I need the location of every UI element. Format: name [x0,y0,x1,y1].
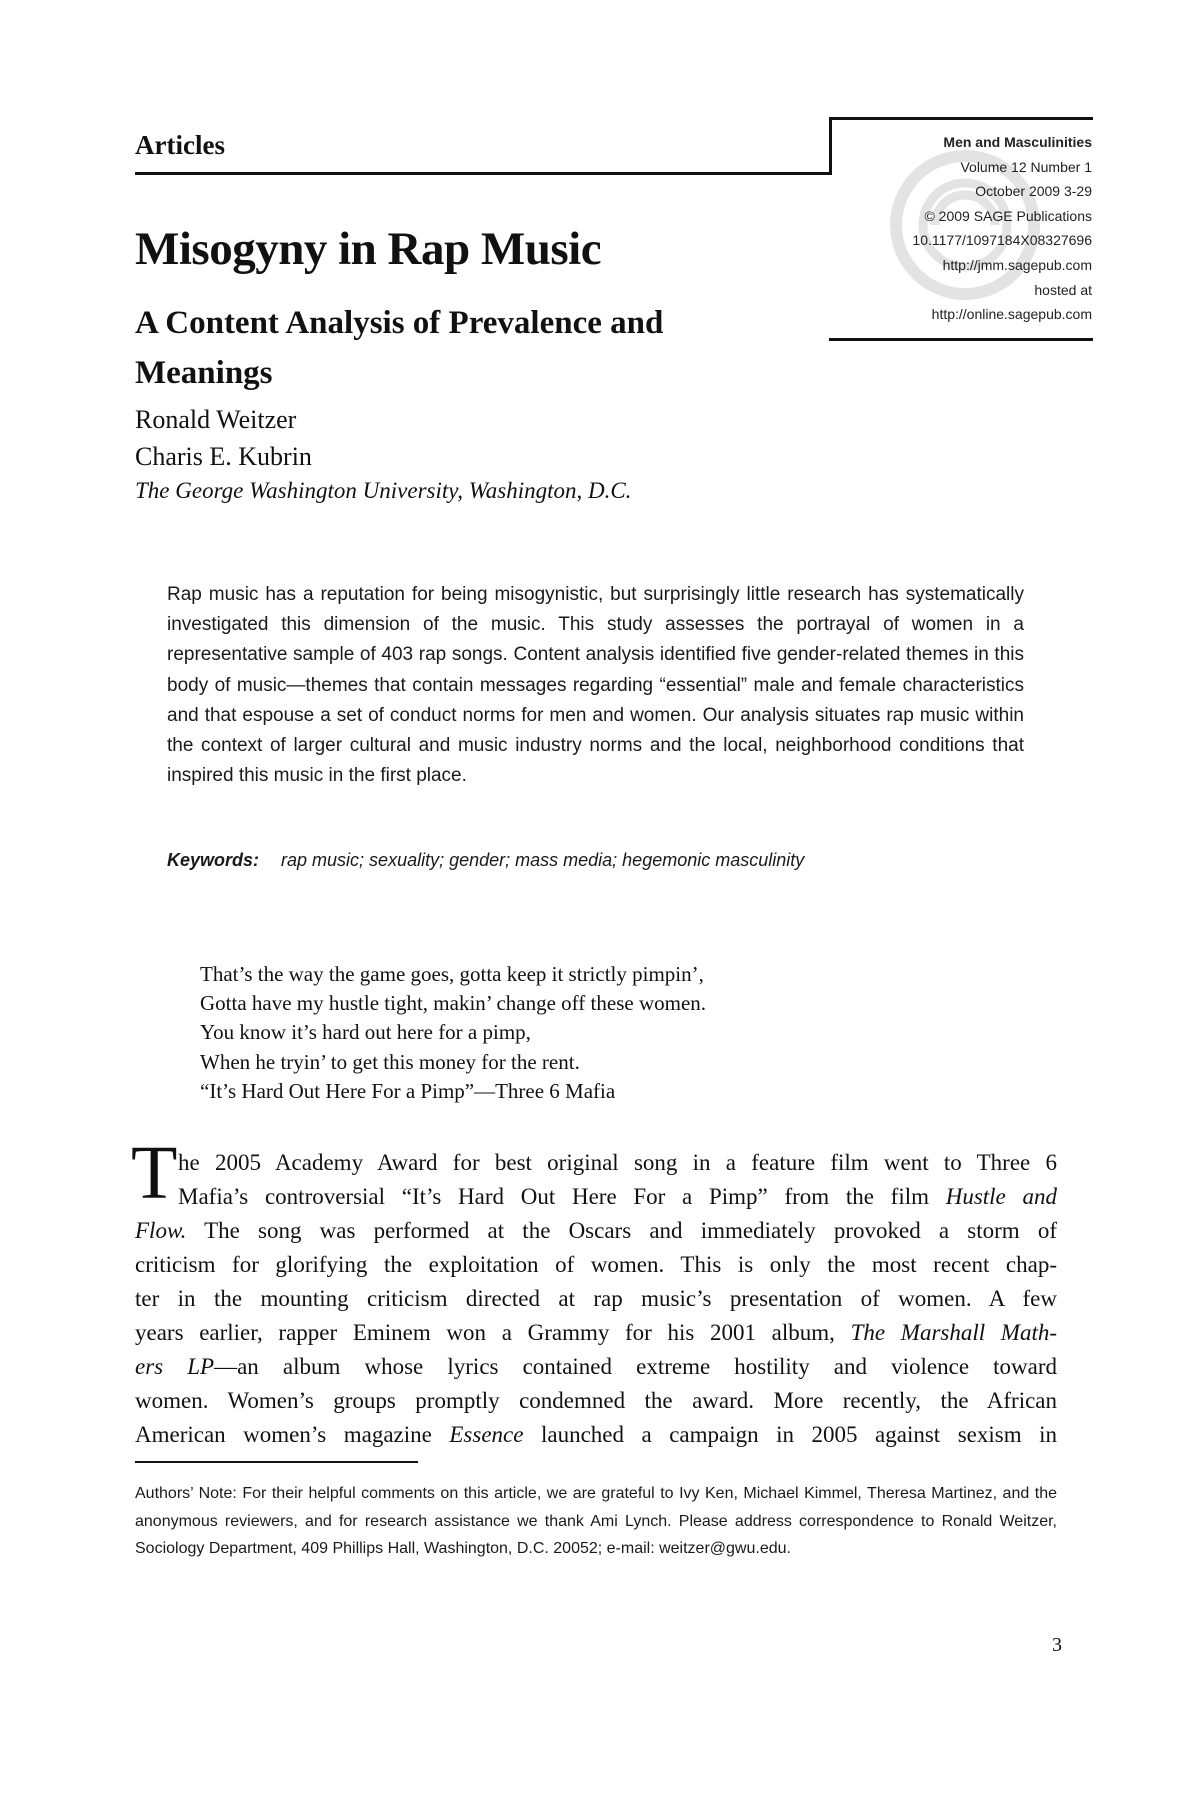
body-text: launched a campaign in 2005 against sexism in [523,1422,1057,1447]
section-label: Articles [135,130,225,160]
section-rule [135,172,832,175]
article-subtitle: A Content Analysis of Prevalence and Meanings [135,305,664,391]
journal-online-url[interactable]: http://online.sagepub.com [931,306,1092,323]
abstract: Rap music has a reputation for being misogynistic, but surprisingly little research has systematically investigated this dimension of the music. This study assesses the portrayal of women in a representative sample of 403 rap songs. Content analysis identified five gender-related themes in this body of music—themes that contain messages regarding “essential” male and female characteristics and that espouse a set of conduct norms for men and women. Our analysis situates rap music within the context of larger cultural and music industry norms and the local, neighborhood conditions that inspired this music in the first place. [167,584,1024,787]
epigraph-attribution: “It’s Hard Out Here For a Pimp”—Three 6 Mafia [200,1078,616,1103]
epigraph-line: You know it’s hard out here for a pimp, [200,1020,531,1045]
keywords-list: rap music; sexuality; gender; mass media; hegemonic masculinity [281,850,805,870]
body-line [135,1354,1057,1380]
album-title: The Marshall Math- [850,1320,1058,1345]
epigraph-line: When he tryin’ to get this money for the rent. [200,1049,580,1074]
journal-volume: Volume 12 Number 1 [960,158,1092,175]
body-line: he 2005 Academy Award for best original song in a feature film went to Three 6 [178,1150,1057,1175]
body-line [135,1320,1057,1346]
epigraph [200,960,706,1106]
body-line [178,1184,1057,1210]
authors-note: Authors’ Note: For their helpful comments on this article, we are grateful to Ivy Ken, Michael Kimmel, Theresa Martinez, and the anonymous reviewers, and for research assistance we thank Ami Lynch. Please address correspondence to Ronald Weitzer, Sociology Department, 409 Phillips Hall, Washington, D.C. 20052; e-mail: weitzer@gwu.edu. [135,1485,1057,1557]
journal-name: Men and Masculinities [943,134,1092,150]
film-title: Hustle and [945,1184,1057,1209]
article-title: Misogyny in Rap Music [135,223,602,275]
journal-doi: 10.1177/1097184X08327696 [912,232,1092,249]
journal-copyright: © 2009 SAGE Publications [924,207,1092,224]
album-title-end: ers LP [135,1354,215,1379]
journal-hosted-at: hosted at [1034,281,1092,298]
body-line: criticism for glorifying the exploitation of women. This is only the most recent chap- [135,1252,1057,1277]
journal-info [842,130,1092,327]
film-title-end: Flow. [135,1218,187,1243]
journal-url[interactable]: http://jmm.sagepub.com [942,256,1092,273]
journal-box-top-rule [829,117,1093,120]
epigraph-line: Gotta have my hustle tight, makin’ change off these women. [200,991,707,1016]
epigraph-line: That’s the way the game goes, gotta keep it strictly pimpin’, [200,962,704,986]
author-1: Ronald Weitzer [135,405,297,434]
journal-box-bottom-rule [829,338,1093,341]
body-line [135,1422,1057,1448]
drop-cap: T [131,1131,178,1215]
journal-box-divider [829,117,832,175]
body-line [135,1218,1057,1244]
page-number: 3 [1052,1634,1062,1656]
author-2: Charis E. Kubrin [135,442,312,471]
footnote-rule [135,1461,418,1463]
keywords [167,850,804,871]
body-line: ter in the mounting criticism directed at rap music’s presentation of women. A few [135,1286,1057,1311]
magazine-title: Essence [449,1422,524,1447]
body-text: —an album whose lyrics contained extreme hostility and violence toward [214,1354,1058,1379]
body-text: years earlier, rapper Eminem won a Grammy for his 2001 album, [135,1320,851,1345]
keywords-label: Keywords: [167,850,260,870]
body-text: The song was performed at the Oscars and immediately provoked a storm of [186,1218,1057,1243]
journal-date-pages: October 2009 3-29 [975,183,1092,200]
body-line: women. Women’s groups promptly condemned the award. More recently, the African [135,1388,1057,1413]
body-text: American women’s magazine [135,1422,450,1447]
author-affiliation: The George Washington University, Washington, D.C. [135,478,632,503]
body-text: Mafia’s controversial “It’s Hard Out Here For a Pimp” from the film [178,1184,946,1209]
